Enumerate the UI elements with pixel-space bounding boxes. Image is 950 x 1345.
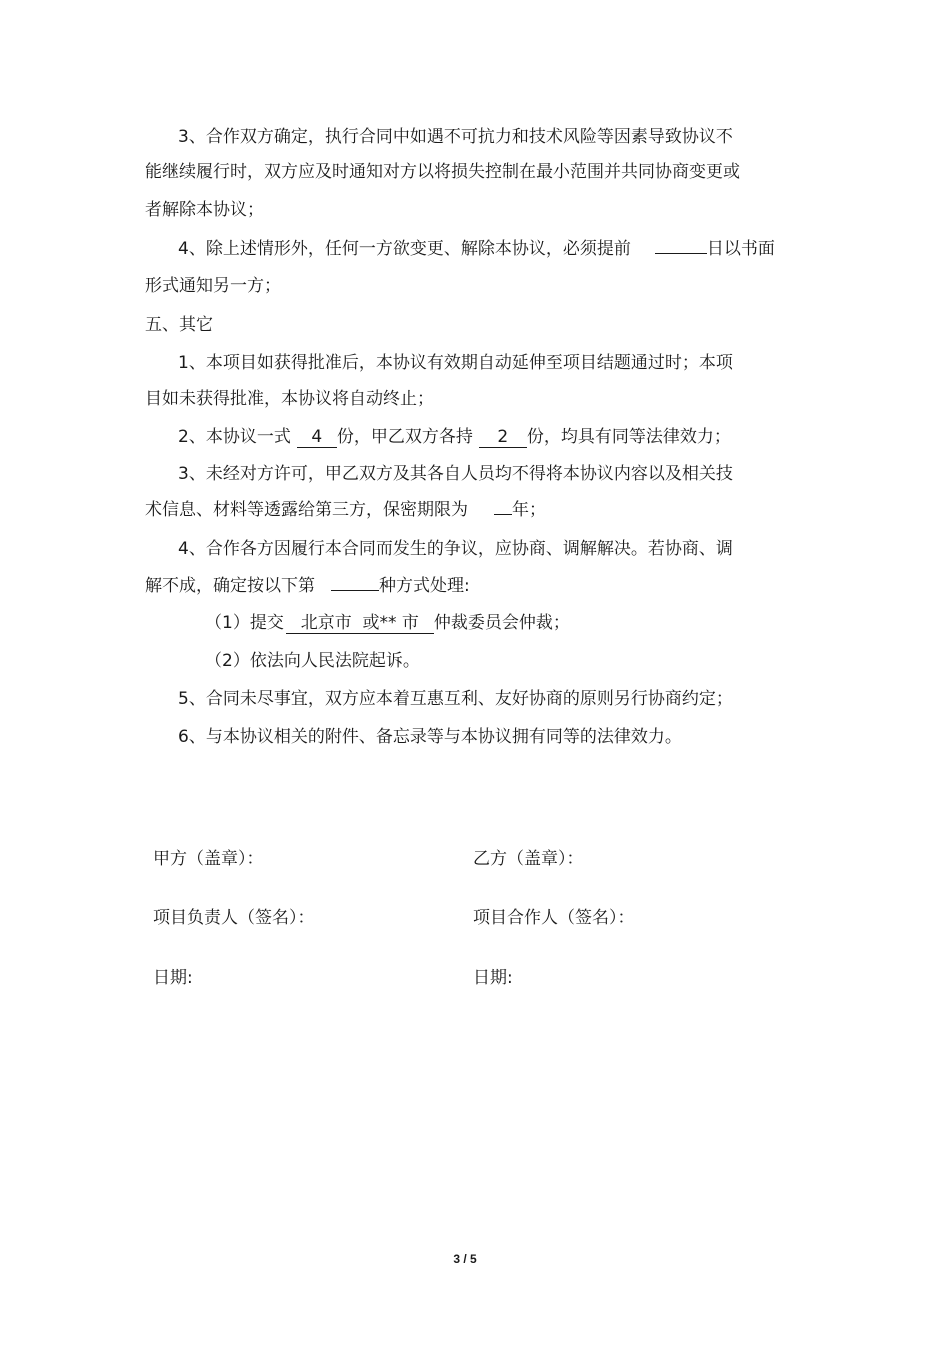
notice-days-blank [655, 253, 707, 254]
other-6-line: 6、与本协议相关的附件、备忘录等与本协议拥有同等的法律效力。 [178, 727, 682, 747]
other-4-line-2 [145, 575, 470, 597]
other-4-part-1: 解不成，确定按以下第 [145, 576, 315, 596]
other-2-part-1: 2、本协议一式 [178, 427, 291, 447]
other-4-line-1: 4、合作各方因履行本合同而发生的争议，应协商、调解解决。若协商、调 [178, 539, 733, 559]
clause-3-line-3: 者解除本协议； [145, 200, 264, 220]
other-3-line-2 [145, 499, 546, 521]
other-4-part-2: 种方式处理: [379, 576, 470, 596]
clause-4-suffix: 日以书面 [706, 239, 775, 259]
project-partner-signature-label: 项目合作人（签名）： [473, 908, 635, 928]
project-lead-signature-label: 项目负责人（签名）： [153, 908, 315, 928]
clause-3-line-2: 能继续履行时，双方应及时通知对方以将损失控制在最小范围并共同协商变更或 [145, 162, 740, 182]
clause-4-prefix: 4、除上述情形外，任何一方欲变更、解除本协议，必须提前 [178, 239, 631, 259]
copies-each: 2 [479, 427, 527, 448]
other-1-line-2: 目如未获得批准，本协议将自动终止； [145, 389, 434, 409]
dispute-option-2: （2）依法向人民法院起诉。 [205, 651, 420, 671]
copies-count: 4 [297, 427, 337, 448]
party-b-seal-label: 乙方（盖章）： [473, 849, 584, 869]
other-3-part-2: 年； [512, 500, 546, 520]
party-a-seal-label: 甲方（盖章）： [153, 849, 264, 869]
clause-3-line-1: 3、合作双方确定，执行合同中如遇不可抗力和技术风险等因素导致协议不 [178, 127, 733, 147]
clause-4-line-2: 形式通知另一方； [145, 276, 281, 296]
other-3-part-1: 术信息、材料等透露给第三方，保密期限为 [145, 500, 468, 520]
option-1-part-2: 仲裁委员会仲裁； [433, 613, 570, 633]
dispute-method-blank [331, 590, 379, 591]
other-5-line: 5、合同未尽事宜，双方应本着互惠互利、友好协商的原则另行协商约定； [178, 689, 733, 709]
confidential-years-blank [494, 514, 512, 515]
section-5-heading: 五、其它 [145, 315, 213, 335]
other-1-line-1: 1、本项目如获得批准后，本协议有效期自动延伸至项目结题通过时；本项 [178, 353, 733, 373]
other-2-part-3: 份，均具有同等法律效力； [526, 427, 731, 447]
arbitration-place: 北京市 或** 市 [286, 613, 434, 634]
page-number: 3 / 5 [453, 1252, 477, 1266]
other-3-line-1: 3、未经对方许可，甲乙双方及其各自人员均不得将本协议内容以及相关技 [178, 464, 733, 484]
date-b-label: 日期: [473, 968, 513, 988]
other-2-part-2: 份，甲乙双方各持 [336, 427, 473, 447]
clause-4-line-1 [178, 238, 775, 260]
dispute-option-1 [205, 612, 570, 634]
date-a-label: 日期: [153, 968, 193, 988]
option-1-part-1: （1）提交 [205, 613, 284, 633]
other-2-line [178, 426, 731, 448]
